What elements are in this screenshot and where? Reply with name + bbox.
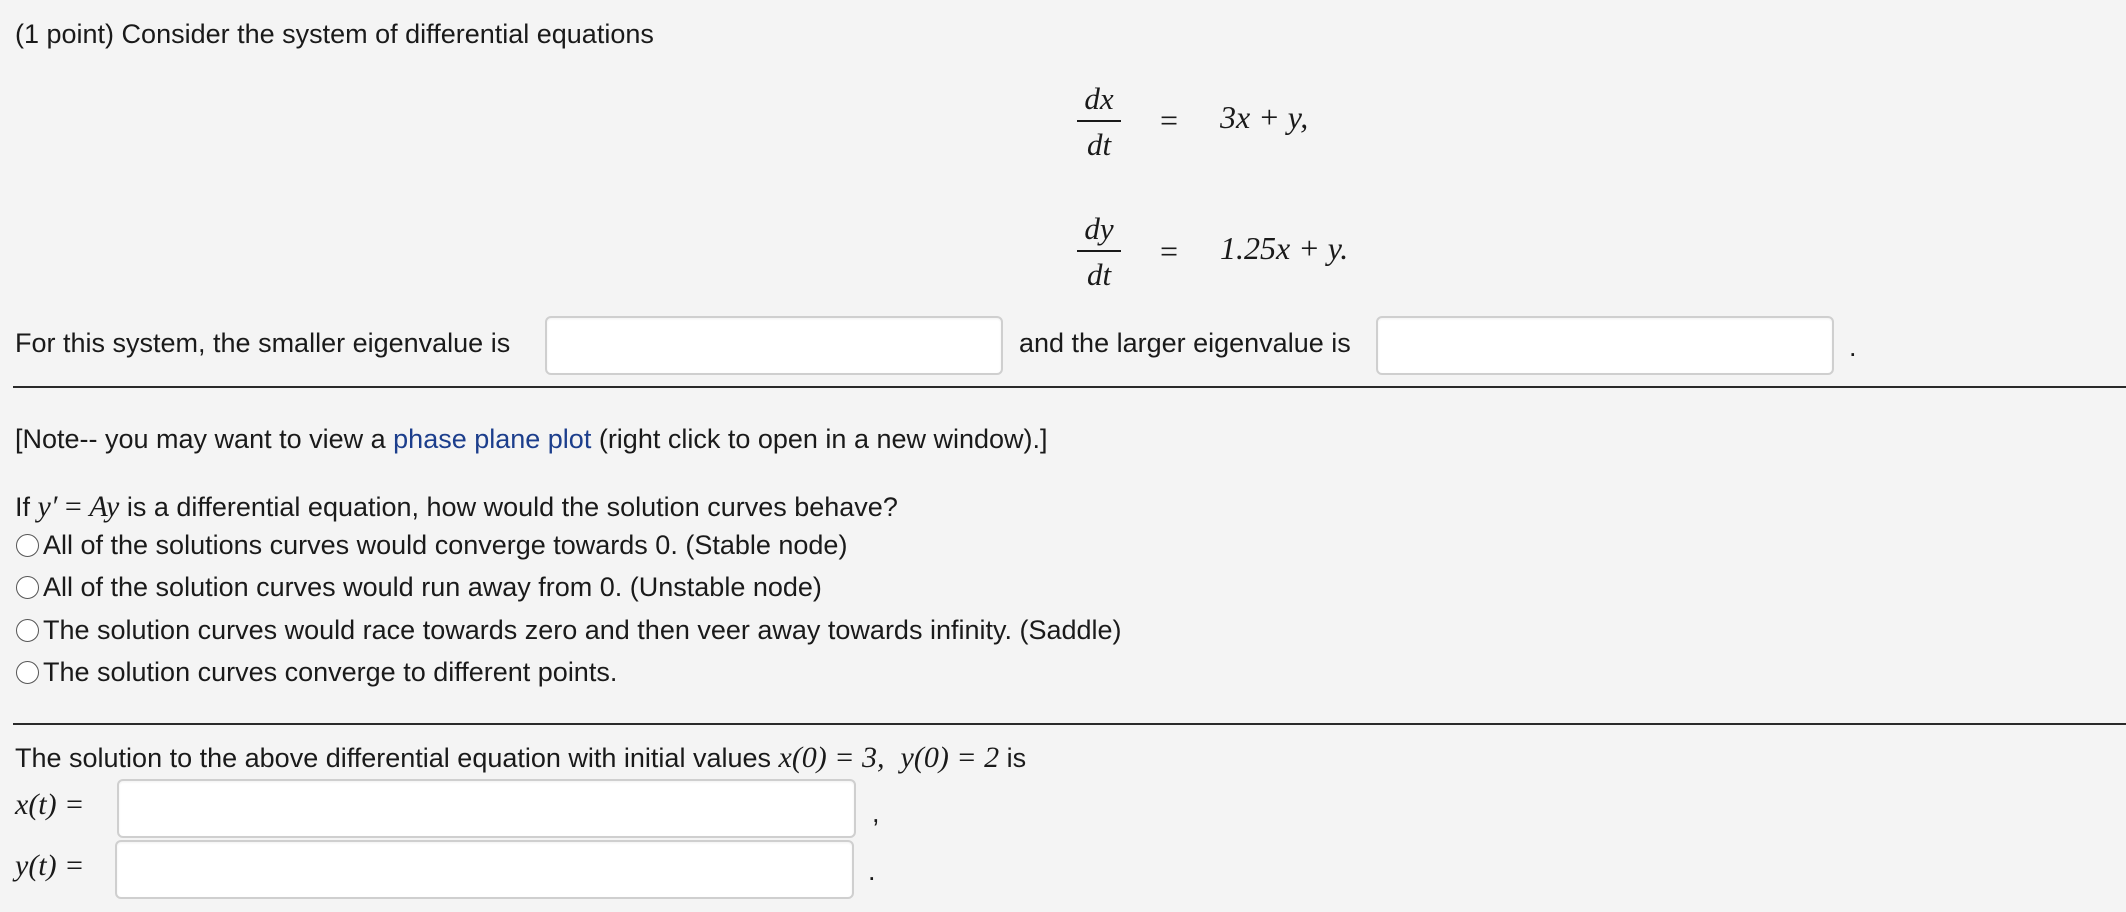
option-stable-node[interactable] xyxy=(16,530,847,561)
question-matrix-a: A xyxy=(89,490,106,523)
eigenvalue-end-period: . xyxy=(1849,332,1857,362)
option-unstable-node[interactable] xyxy=(16,572,822,603)
y-of-t-label: y(t) = xyxy=(15,849,85,882)
y-of-t-input[interactable] xyxy=(115,840,854,899)
x-of-t-label: x(t) = xyxy=(15,788,85,821)
radio-button[interactable] xyxy=(16,619,39,642)
section-divider xyxy=(13,386,2126,388)
smaller-eigenvalue-input[interactable] xyxy=(545,316,1003,375)
equation-1-equals: = xyxy=(1160,102,1179,138)
fraction-bar xyxy=(1077,250,1121,252)
note-text-before: [Note-- you may want to view a xyxy=(15,424,394,454)
option-label: The solution curves converge to different points. xyxy=(43,657,618,687)
phase-plane-plot-link[interactable]: phase plane plot xyxy=(393,424,592,454)
question-suffix: is a differential equation, how would the solution curves behave? xyxy=(119,492,898,522)
option-saddle[interactable] xyxy=(16,615,1122,646)
question-prefix: If xyxy=(15,492,38,522)
dxdt-denominator: dt xyxy=(1086,127,1112,162)
note-text-after: (right click to open in a new window).] xyxy=(591,424,1048,454)
radio-button[interactable] xyxy=(16,661,39,684)
question-y: y xyxy=(106,490,120,523)
solution-prefix: The solution to the above differential equation with initial values xyxy=(15,743,779,773)
problem-intro: (1 point) Consider the system of differential equations xyxy=(15,19,654,49)
initial-value-x: x(0) = 3, xyxy=(778,741,885,774)
behavior-question xyxy=(15,490,898,524)
eigenvalue-prompt-smaller: For this system, the smaller eigenvalue is xyxy=(15,328,511,358)
x-of-t-input[interactable] xyxy=(117,779,856,838)
fraction-bar xyxy=(1077,120,1121,122)
equation-2-rhs: 1.25x + y. xyxy=(1220,230,1349,266)
dxdt-numerator: dx xyxy=(1084,81,1114,116)
dydt-denominator: dt xyxy=(1086,257,1112,292)
option-label: The solution curves would race towards zero and then veer away towards infinity. (Saddle) xyxy=(43,615,1122,645)
radio-button[interactable] xyxy=(16,534,39,557)
question-y-prime: y′ xyxy=(37,490,58,523)
y-of-t-period: . xyxy=(868,856,876,886)
section-divider xyxy=(13,723,2126,725)
option-label: All of the solutions curves would converge towards 0. (Stable node) xyxy=(43,530,848,560)
solution-prompt xyxy=(15,741,1026,775)
initial-value-y: y(0) = 2 xyxy=(900,741,1000,774)
option-different-points[interactable] xyxy=(16,657,617,688)
equation-2-equals: = xyxy=(1160,233,1179,269)
question-equals: = xyxy=(57,490,90,523)
dydt-fraction xyxy=(1077,210,1121,294)
x-of-t-comma: , xyxy=(872,798,880,828)
dydt-numerator: dy xyxy=(1084,211,1114,246)
equation-1-rhs: 3x + y, xyxy=(1220,99,1309,135)
larger-eigenvalue-input[interactable] xyxy=(1376,316,1834,375)
eigenvalue-prompt-larger: and the larger eigenvalue is xyxy=(1019,328,1351,358)
radio-button[interactable] xyxy=(16,576,39,599)
solution-suffix: is xyxy=(999,743,1027,773)
phase-plane-note xyxy=(15,422,1048,456)
dxdt-fraction xyxy=(1077,80,1121,164)
option-label: All of the solution curves would run away from 0. (Unstable node) xyxy=(43,572,822,602)
